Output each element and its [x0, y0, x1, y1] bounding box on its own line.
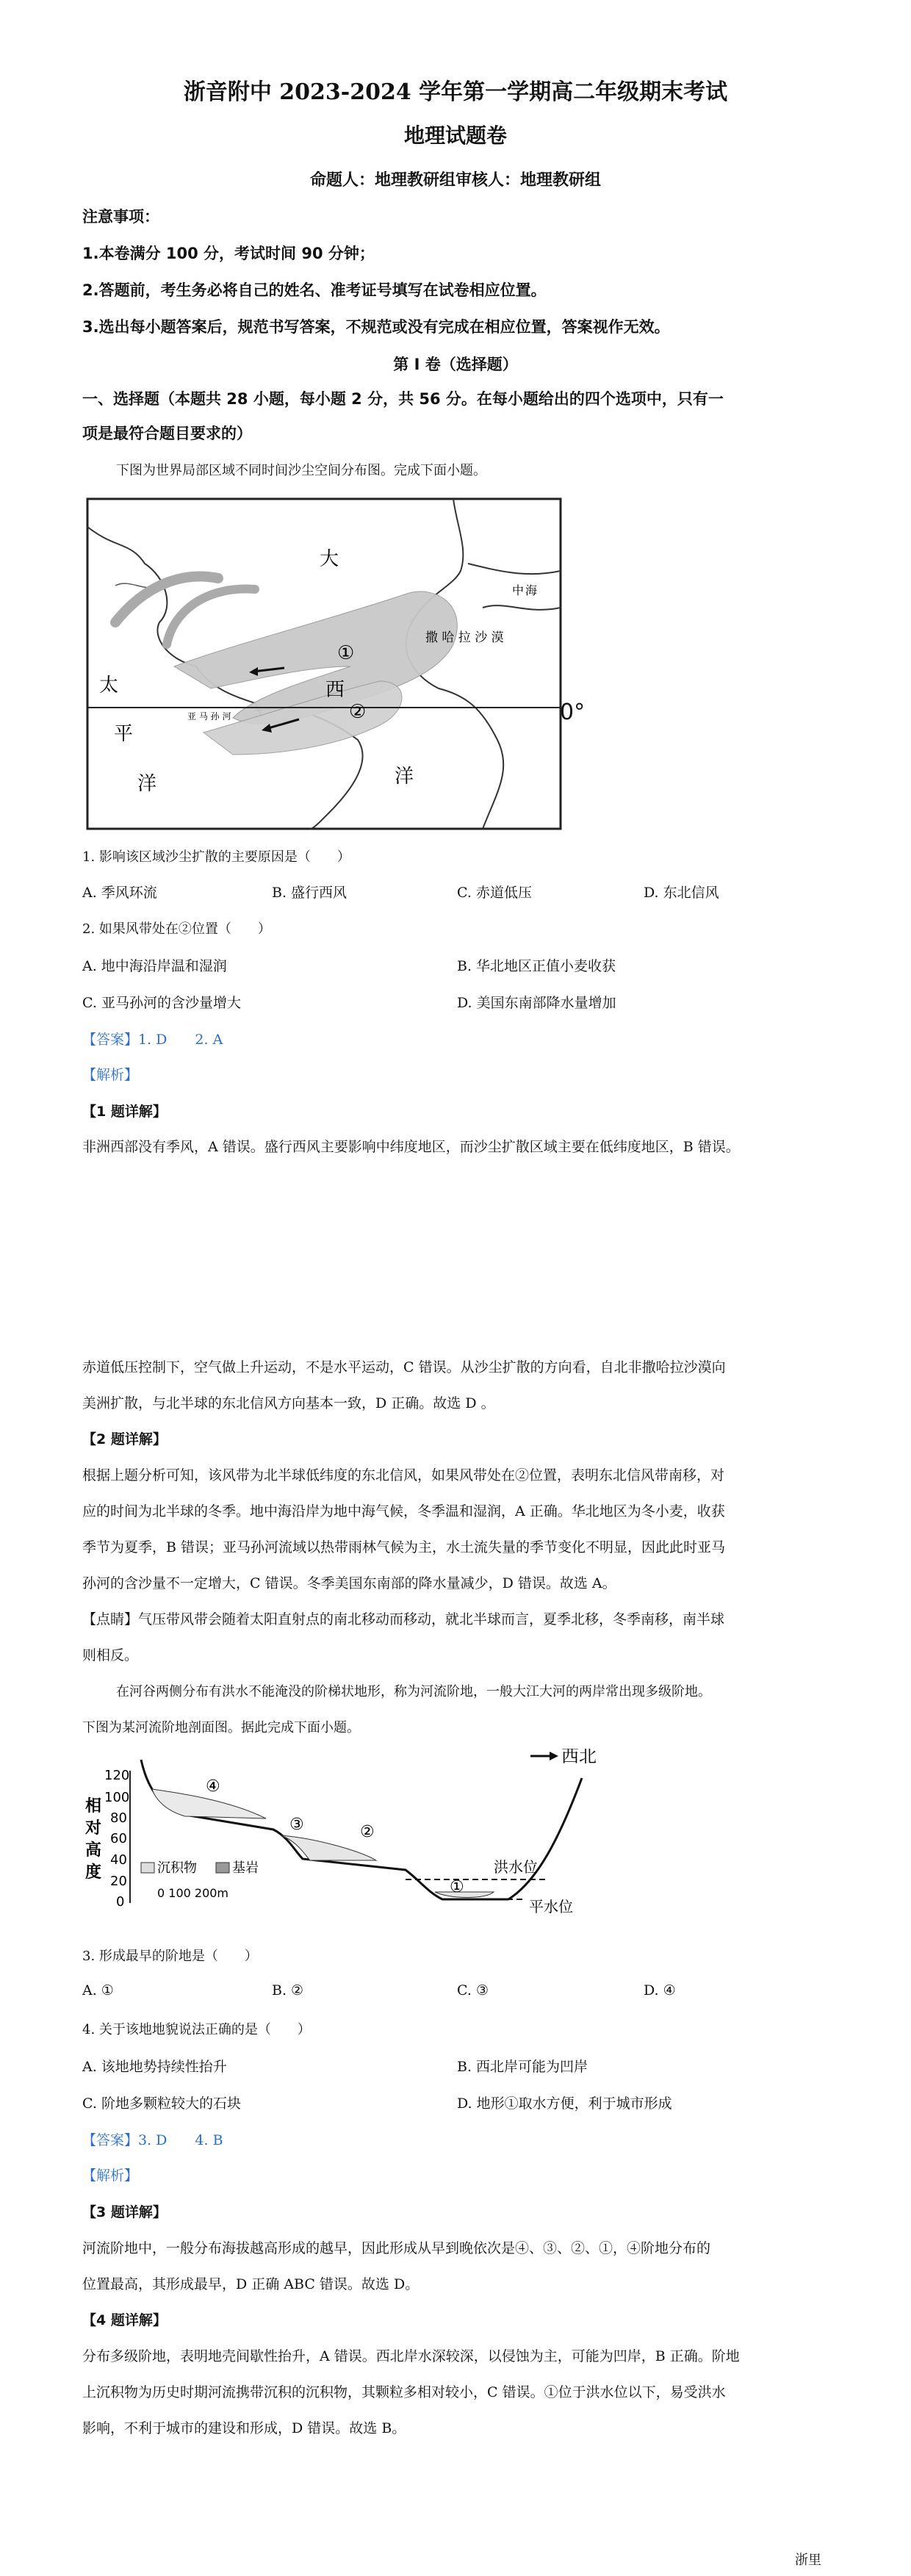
q2-option-b: B. 华北地区正值小麦收获: [457, 958, 616, 974]
tip-line: 【点睛】气压带风带会随着太阳直射点的南北移动而移动，就北半球而言，夏季北移，冬季南移，南半球: [82, 1611, 725, 1627]
q1-detail-title: 【1 题详解】: [82, 1104, 167, 1120]
section-heading: 一、选择题（本题共 28 小题，每小题 2 分，共 56 分。在每小题给出的四个选项中，只有一: [82, 390, 724, 408]
river-terrace-figure: [82, 1749, 611, 1932]
q4-option-b: B. 西北岸可能为凹岸: [457, 2059, 588, 2075]
section-heading: 项是最符合题目要求的）: [82, 425, 252, 442]
q4-option-c: C. 阶地多颗粒较大的石块: [82, 2095, 241, 2112]
q4-stem: 4. 关于该地地貌说法正确的是（ ）: [82, 2022, 311, 2037]
q4-detail-line: 影响，不利于城市的建设和形成，D 错误。故选 B。: [82, 2420, 406, 2436]
q1-detail-line: 非洲西部没有季风，A 错误。盛行西风主要影响中纬度地区，而沙尘扩散区域主要在低纬度地区，B 错误。: [82, 1139, 740, 1155]
exam-authors: 命题人：地理教研组审核人：地理教研组: [309, 171, 601, 190]
terrace-3-label: ③: [289, 1816, 304, 1834]
dust-map-figure: [86, 497, 586, 830]
legend-bedrock-label: 基岩: [232, 1860, 259, 1876]
ytick: 100: [104, 1790, 130, 1805]
q2-detail-line: 应的时间为北半球的冬季。地中海沿岸为地中海气候，冬季温和湿润，A 正确。华北地区为冬小麦，收获: [82, 1503, 725, 1519]
q1-option-a: A. 季风环流: [82, 885, 157, 901]
q2-option-a: A. 地中海沿岸温和湿润: [82, 958, 227, 974]
tip-line: 则相反。: [82, 1647, 139, 1663]
legend-bedrock-swatch: [216, 1863, 229, 1873]
q2-detail-line: 根据上题分析可知，该风带为北半球低纬度的东北信风，如果风带处在②位置，表明东北信风带南移，对: [82, 1467, 725, 1483]
dust-map: [86, 497, 562, 830]
q3-option-c: C. ③: [457, 1982, 489, 1998]
normal-level-label: 平水位: [529, 1898, 573, 1915]
ytick: 20: [110, 1874, 127, 1889]
ytick: 0: [116, 1894, 125, 1910]
ylabel-char: 高: [85, 1841, 102, 1860]
map-label-zhong: 中: [512, 583, 525, 597]
north-arrow-head: [550, 1752, 558, 1760]
group2-intro: 下图为某河流阶地剖面图。据此完成下面小题。: [82, 1720, 360, 1735]
notice-item: 2.答题前，考生务必将自己的姓名、准考证号填写在试卷相应位置。: [82, 281, 547, 299]
map-label-sahara: 撒 哈 拉 沙 漠: [425, 630, 504, 645]
north-label: 西北: [561, 1749, 597, 1766]
group2-intro: 在河谷两侧分布有洪水不能淹没的阶梯状地形，称为河流阶地，一般大江大河的两岸常出现多级阶地。: [116, 1684, 711, 1699]
q1-stem: 1. 影响该区域沙尘扩散的主要原因是（ ）: [82, 849, 350, 865]
legend-sediment-swatch: [141, 1863, 154, 1873]
ylabel-char: 对: [85, 1819, 102, 1838]
terrace-1-label: ①: [450, 1878, 464, 1896]
q2-detail-line: 季节为夏季，B 错误；亚马孙河流域以热带雨林气候为主，水土流失量的季节变化不明显，因此此时亚马: [82, 1539, 726, 1555]
group1-answer: 【答案】1. D 2. A: [82, 1032, 223, 1048]
terrace-2-label: ②: [360, 1823, 375, 1841]
ytick: 60: [110, 1831, 127, 1846]
q2-detail-title: 【2 题详解】: [82, 1431, 167, 1447]
map-label-ping: 平: [114, 723, 134, 745]
map-label-amazon: 亚 马 孙 河: [187, 711, 231, 722]
q2-stem: 2. 如果风带处在②位置（ ）: [82, 921, 271, 937]
q3-detail-line: 位置最高，其形成最早，D 正确 ABC 错误。故选 D。: [82, 2276, 420, 2292]
map-label-circle2: ②: [349, 701, 367, 723]
notice-item: 1.本卷满分 100 分，考试时间 90 分钟；: [82, 245, 375, 262]
q4-detail-line: 上沉积物为历史时期河流携带沉积的沉积物，其颗粒多相对较小，C 错误。①位于洪水位以下，易受洪水: [82, 2384, 726, 2400]
q3-option-b: B. ②: [272, 1982, 304, 1998]
map-label-yang-right: 洋: [395, 766, 414, 788]
ytick: 120: [104, 1768, 130, 1783]
group2-answer: 【答案】3. D 4. B: [82, 2132, 223, 2148]
q2-option-d: D. 美国东南部降水量增加: [457, 995, 616, 1011]
exam-title: 浙音附中 2023-2024 学年第一学期高二年级期末考试: [183, 79, 728, 105]
ytick: 40: [110, 1852, 127, 1868]
group1-intro: 下图为世界局部区域不同时间沙尘空间分布图。完成下面小题。: [116, 463, 486, 478]
ylabel-char: 相: [85, 1797, 102, 1816]
map-label-hai: 海: [525, 583, 538, 597]
q1-option-b: B. 盛行西风: [272, 885, 348, 901]
river-terrace-chart: [82, 1749, 611, 1932]
q3-detail-title: 【3 题详解】: [82, 2204, 167, 2220]
legend-sediment-label: 沉积物: [157, 1860, 197, 1876]
flood-level-label: 洪水位: [494, 1858, 538, 1876]
notice-heading: 注意事项：: [82, 208, 159, 226]
q2-detail-line: 孙河的含沙量不一定增大，C 错误。冬季美国东南部的降水量减少，D 错误。故选 A。: [82, 1575, 616, 1591]
notice-item: 3.选出每小题答案后，规范书写答案，不规范或没有完成在相应位置，答案视作无效。: [82, 318, 670, 336]
q1-detail-line: 赤道低压控制下，空气做上升运动，不是水平运动，C 错误。从沙尘扩散的方向看，自北非撒哈拉沙漠向: [82, 1359, 726, 1375]
q2-option-c: C. 亚马孙河的含沙量增大: [82, 995, 241, 1011]
q4-option-d: D. 地形①取水方便，利于城市形成: [457, 2095, 672, 2112]
q3-option-d: D. ④: [644, 1982, 676, 1998]
volume-title: 第 I 卷（选择题）: [393, 356, 518, 373]
terrace-4-label: ④: [206, 1777, 220, 1796]
q3-option-a: A. ①: [82, 1982, 114, 1998]
scale-label: 0 100 200m: [157, 1886, 229, 1900]
q1-option-c: C. 赤道低压: [457, 885, 532, 901]
map-label-circle1: ①: [337, 642, 355, 664]
group1-analysis-label: 【解析】: [82, 1067, 139, 1083]
terrace-1-sediment: [435, 1892, 494, 1898]
footer-mark: 浙里: [795, 2552, 821, 2568]
ylabel-char: 度: [85, 1863, 102, 1882]
q4-detail-title: 【4 题详解】: [82, 2312, 167, 2328]
q3-stem: 3. 形成最早的阶地是（ ）: [82, 1949, 258, 1964]
map-label-yang-left: 洋: [137, 773, 157, 795]
map-label-da: 大: [320, 548, 339, 570]
q1-detail-line: 美洲扩散，与北半球的东北信风方向基本一致，D 正确。故选 D 。: [82, 1395, 495, 1411]
group2-analysis-label: 【解析】: [82, 2167, 139, 2184]
map-label-tai: 太: [99, 674, 119, 697]
q1-option-d: D. 东北信风: [644, 885, 719, 901]
q4-option-a: A. 该地地势持续性抬升: [82, 2059, 227, 2075]
ytick: 80: [110, 1810, 127, 1826]
map-label-xi: 西: [325, 679, 345, 701]
q3-detail-line: 河流阶地中，一般分布海拔越高形成的越早，因此形成从早到晚依次是④、③、②、①，④阶地分布的: [82, 2240, 711, 2256]
map-label-equator: 0°: [560, 699, 586, 725]
q4-detail-line: 分布多级阶地，表明地壳间歇性抬升，A 错误。西北岸水深较深，以侵蚀为主，可能为凹岸，B 正确。阶地: [82, 2348, 740, 2364]
exam-subtitle: 地理试题卷: [403, 123, 507, 148]
